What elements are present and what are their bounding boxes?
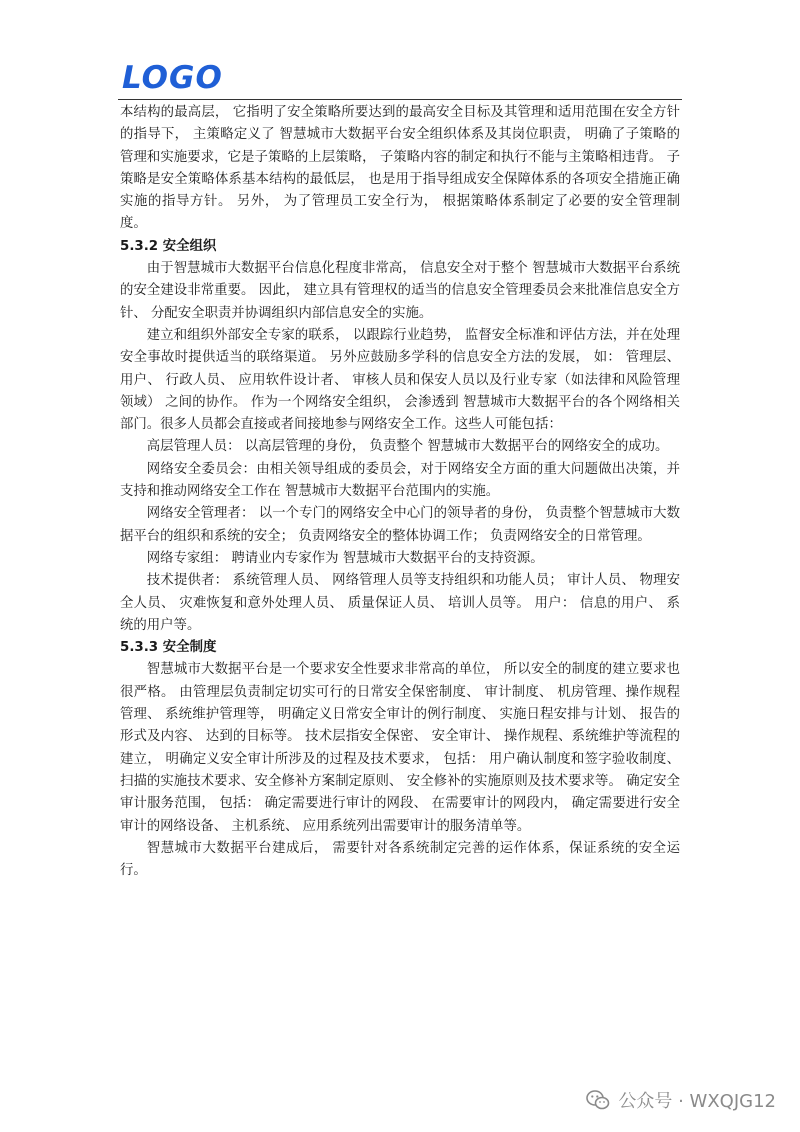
paragraph: 由于智慧城市大数据平台信息化程度非常高， 信息安全对于整个 智慧城市大数据平台系统的安全建设非常重要。 因此， 建立具有管理权的适当的信息安全管理委员会来批准信息安全方针、 分配安全职责并协调组织内部信息安全的实施。 [120, 261, 680, 321]
wechat-icon [586, 1089, 610, 1111]
header-rule [118, 99, 682, 100]
watermark-text: 公众号 · WXQJG12 [618, 1091, 776, 1112]
section-heading-5-3-2: 5.3.2 安全组织 [120, 238, 217, 254]
paragraph: 高层管理人员： 以高层管理的身份， 负责整个 智慧城市大数据平台的网络安全的成功。 [146, 439, 669, 455]
paragraph: 网络专家组： 聘请业内专家作为 智慧城市大数据平台的支持资源。 [146, 550, 544, 566]
watermark [586, 1087, 776, 1113]
logo: LOGO [122, 60, 223, 96]
paragraph: 本结构的最高层， 它指明了安全策略所要达到的最高安全目标及其管理和适用范围在安全方针的指导下， 主策略定义了 智慧城市大数据平台安全组织体系及其岗位职责， 明确了子策略的管理和实施要求，它是子策略的上层策略， 子策略内容的制定和执行不能与主策略相违背。 子策略是安全策略体系基本结构的最低层， 也是用于指导组成安全保障体系的各项安全措施正确实施的指导方针。 另外， 为了管理员工安全行为， 根据策略体系制定了必要的安全管理制度。 [120, 105, 680, 232]
section-heading-5-3-3: 5.3.3 安全制度 [120, 640, 217, 656]
paragraph: 网络安全管理者： 以一个专门的网络安全中心门的领导者的身份， 负责整个智慧城市大数据平台的组织和系统的安全； 负责网络安全的整体协调工作； 负责网络安全的日常管理。 [120, 506, 680, 544]
document-body [120, 102, 680, 882]
paragraph: 技术提供者： 系统管理人员、 网络管理人员等支持组织和功能人员； 审计人员、 物理安全人员、 灾难恢复和意外处理人员、 质量保证人员、 培训人员等。 用户： 信息的用户、 系统的用户等。 [120, 573, 680, 633]
paragraph: 建立和组织外部安全专家的联系， 以跟踪行业趋势， 监督安全标准和评估方法，并在处理安全事故时提供适当的联络渠道。 另外应鼓励多学科的信息安全方法的发展， 如： 管理层、 用户、 行政人员、 应用软件设计者、 审核人员和保安人员以及行业专家（如法律和风险管理领域） 之间的协作。 作为一个网络安全组织， 会渗透到 智慧城市大数据平台的各个网络相关部门。很多人员都会直接或者间接地参与网络安全工作。这些人可能包括： [120, 327, 680, 433]
paragraph: 智慧城市大数据平台是一个要求安全性要求非常高的单位， 所以安全的制度的建立要求也很严格。 由管理层负责制定切实可行的日常安全保密制度、 审计制度、 机房管理、操作规程管理、 系统维护管理等， 明确定义日常安全审计的例行制度、 实施日程安排与计划、 报告的形式及内容、 达到的目标等。 技术层指安全保密、 安全审计、 操作规程、系统维护等流程的建立， 明确定义安全审计所涉及的过程及技术要求， 包括： 用户确认制度和签字验收制度、扫描的实施技术要求、安全修补方案制定原则、 安全修补的实施原则及技术要求等。 确定安全审计服务范围， 包括： 确定需要进行审计的网段、 在需要审计的网段内， 确定需要进行安全审计的网络设备、 主机系统、 应用系统列出需要审计的服务清单等。 [120, 662, 680, 834]
paragraph: 智慧城市大数据平台建成后， 需要针对各系统制定完善的运作体系，保证系统的安全运行。 [120, 840, 680, 879]
paragraph: 网络安全委员会：由相关领导组成的委员会，对于网络安全方面的重大问题做出决策，并支持和推动网络安全工作在 智慧城市大数据平台范围内的实施。 [120, 461, 680, 500]
